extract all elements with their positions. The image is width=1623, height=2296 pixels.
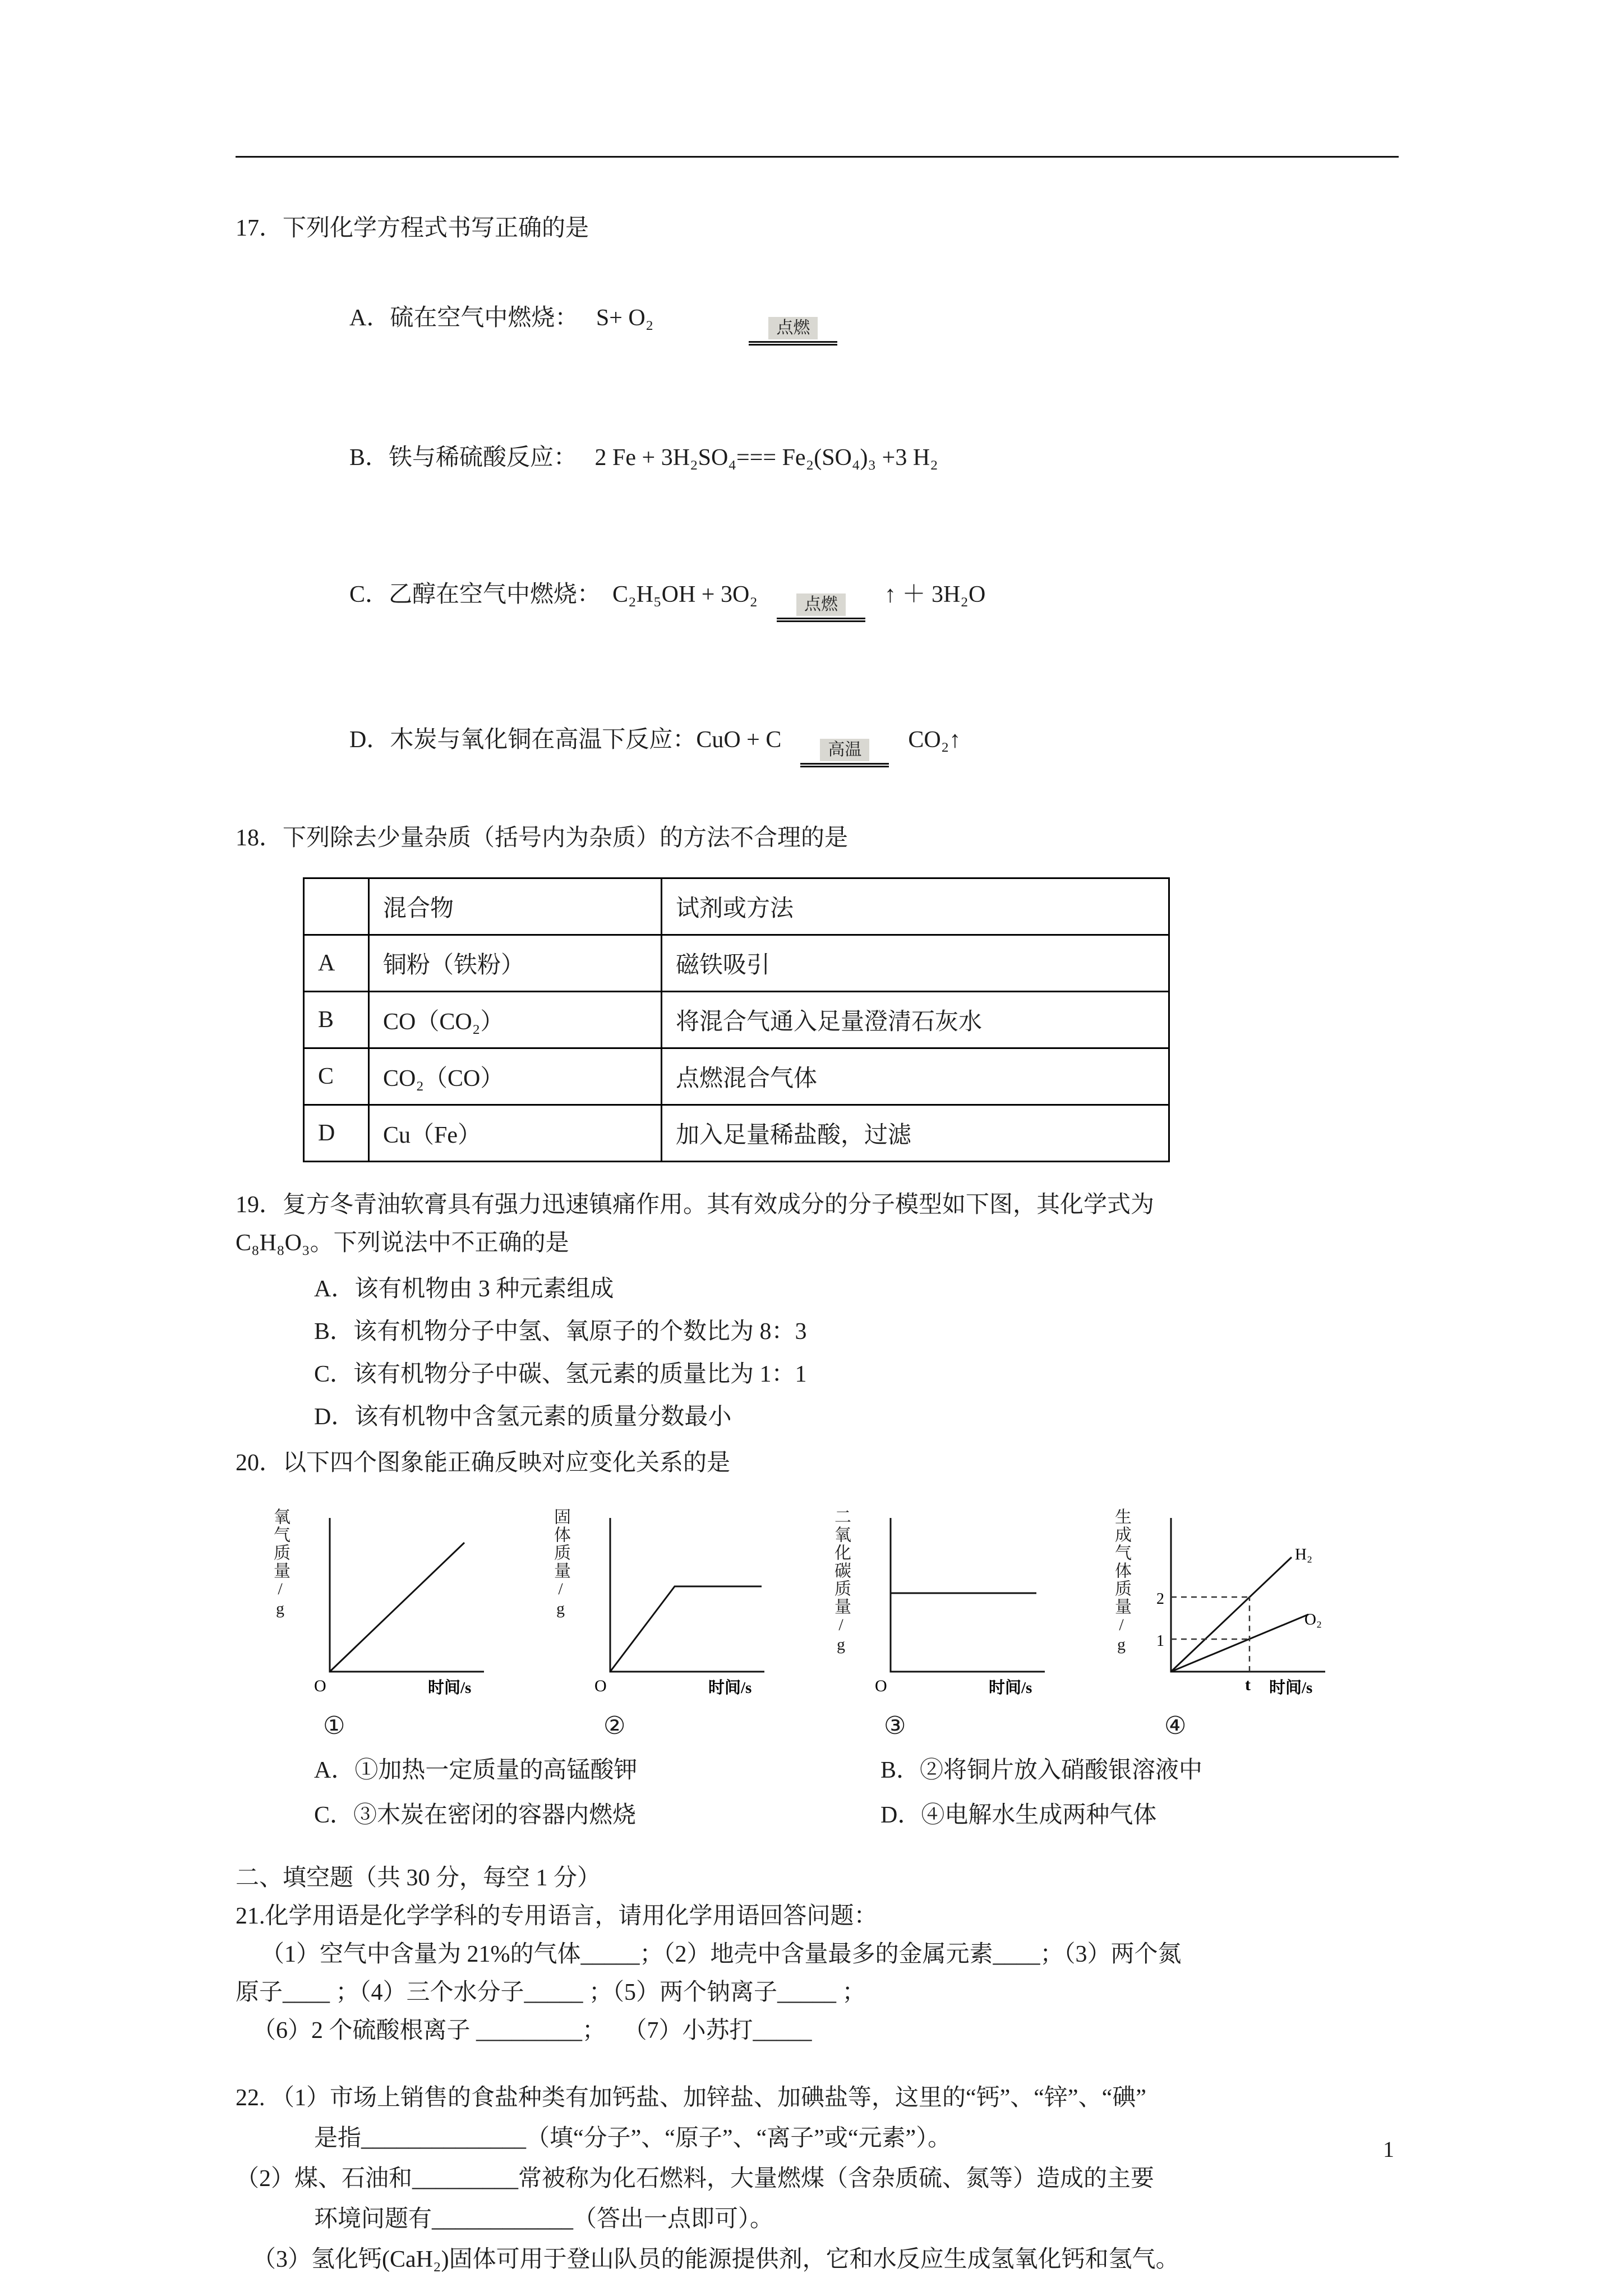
t-label: t [1245,1676,1251,1694]
header-cell-method: 试剂或方法 [662,878,1169,935]
cell-method: 加入足量稀盐酸，过滤 [662,1105,1169,1162]
table-row [304,1048,1169,1105]
q20-stem: 20．以下四个图象能正确反映对应变化关系的是 [236,1450,731,1476]
q22-line5: （3）氢化钙(CaH₂)固体可用于登山队员的能源提供剂，它和水反应生成氢氧化钙和氢气。 [252,2247,1179,2272]
cell-letter: A [304,935,369,992]
q17-stem: 17．下列化学方程式书写正确的是 [236,215,589,241]
graph2-y-axis-label: 固体质量/g [551,1508,570,1619]
condition-label: 点燃 [768,317,818,339]
q21-line1: 21.化学用语是化学学科的专用语言，请用化学用语回答问题： [236,1903,878,1929]
header-cell-mixture: 混合物 [369,878,662,935]
cell-mixture: 铜粉（铁粉） [369,935,662,992]
x-axis-label: 时间/s [989,1679,1032,1697]
q17-option-c-text: C．乙醇在空气中燃烧： C₂H₅OH + 3O₂ [349,582,758,608]
q17-option-d [314,683,1399,806]
q19-option-d: D．该有机物中含氢元素的质量分数最小 [314,1404,732,1430]
graph4-number: ④ [1164,1711,1187,1740]
graph3-plot [851,1508,1053,1701]
cell-letter: B [304,992,369,1048]
graph4-y-axis-label: 生成气体质量/g [1112,1508,1131,1655]
q20-graphs [269,1508,1399,1701]
cell-mixture: CO（CO₂） [369,992,662,1048]
table-row [304,935,1169,992]
q17-option-b [314,401,1399,515]
q17-option-d-text: D．木炭与氧化铜在高温下反应：CuO + C [349,727,782,753]
condition-bar [777,618,865,622]
question-22 [236,2078,1399,2280]
y-tick-2: 2 [1156,1590,1164,1608]
q19-stem-line1: 19．复方冬青油软膏具有强力迅速镇痛作用。其有效成分的分子模型如下图，其化学式为 [236,1192,1155,1218]
question-20 [236,1444,1399,1830]
q17-option-d-products: CO₂↑ [908,727,961,753]
q18-stem: 18．下列除去少量杂质（括号内为杂质）的方法不合理的是 [236,825,849,851]
question-21 [236,1897,1399,2050]
reaction-condition-heat [800,739,889,767]
q19-option-b: B．该有机物分子中氢、氧原子的个数比为 8：3 [314,1319,807,1345]
q17-option-c [314,537,1399,660]
reaction-condition-ignite [749,317,837,346]
q21-line4: （6）2 个硫酸根离子 _________； （7）小苏打_____ [252,2018,812,2044]
q22-line1: 22. （1）市场上销售的食盐种类有加钙盐、加锌盐、加碘盐等，这里的“钙”、“锌”、“碘” [236,2085,1146,2111]
header-cell-blank [304,878,369,935]
q20-option-c: C．③木炭在密闭的容器内燃烧 [314,1802,637,1828]
top-rule [236,156,1399,158]
condition-bar [800,763,889,767]
condition-label: 点燃 [796,593,846,616]
o2-series-label: O₂ [1304,1611,1322,1628]
curve-rise-then-plateau [610,1586,762,1672]
page-number: 1 [1383,2137,1394,2162]
cell-method: 磁铁吸引 [662,935,1169,992]
cell-mixture: Cu（Fe） [369,1105,662,1162]
table-row [304,992,1169,1048]
q18-table [303,877,1170,1162]
graph-co2-mass [830,1508,1054,1701]
q21-line3: 原子____ ；（4）三个水分子_____ ；（5）两个钠离子_____ ； [236,1980,866,2005]
cell-mixture: CO₂（CO） [369,1048,662,1105]
y-tick-1: 1 [1156,1632,1164,1650]
graph3-number: ③ [884,1711,906,1740]
q20-options-row2 [314,1796,1399,1830]
q17-option-c-products: ↑ ＋ 3H₂O [884,582,986,608]
graph-gas-generated [1110,1508,1335,1701]
curve-rising-line [330,1543,464,1672]
curve-o2-line [1171,1614,1308,1672]
axes [891,1518,1045,1672]
cell-method: 将混合气通入足量澄清石灰水 [662,992,1169,1048]
graph2-plot [571,1508,773,1701]
q20-option-d: D．④电解水生成两种气体 [880,1802,1157,1828]
q21-line2: （1）空气中含量为 21%的气体_____；（2）地壳中含量最多的金属元素____；（3）两个氮 [261,1941,1182,1967]
graph-oxygen-mass [269,1508,494,1701]
q22-line4: 环境问题有____________（答出一点即可）。 [314,2206,774,2232]
condition-bar [749,341,837,346]
q17-option-a-text: A．硫在空气中燃烧： S+ O₂ [349,305,654,331]
graph1-number: ① [323,1711,345,1740]
origin-label: O [594,1677,607,1695]
graph-numbers [269,1711,1399,1740]
graph3-y-axis-label: 二氧化碳质量/g [832,1508,850,1655]
cell-letter: C [304,1048,369,1105]
cell-letter: D [304,1105,369,1162]
q22-line2: 是指______________（填“分子”、“原子”、“离子”或“元素”）。 [314,2125,952,2151]
cell-method: 点燃混合气体 [662,1048,1169,1105]
h2-series-label: H₂ [1295,1545,1313,1563]
condition-label: 高温 [820,739,869,761]
question-18 [236,819,1399,1162]
graph-solid-mass [550,1508,774,1701]
q17-option-a [314,261,1399,384]
q22-line3: （2）煤、石油和_________常被称为化石燃料，大量燃煤（含杂质硫、氮等）造成的主要 [236,2166,1155,2192]
graph2-number: ② [603,1711,626,1740]
q19-option-a: A．该有机物由 3 种元素组成 [314,1276,614,1302]
origin-label: O [314,1677,326,1695]
q19-stem-line2: C₈H₈O₃。下列说法中不正确的是 [236,1230,569,1256]
q19-option-c: C．该有机物分子中碳、氢元素的质量比为 1：1 [314,1361,807,1387]
table-header-row [304,878,1169,935]
q17-option-b-text: B．铁与稀硫酸反应： 2 Fe + 3H₂SO₄=== Fe₂(SO₄)₃ +3 H₂ [349,445,938,471]
question-19 [236,1186,1399,1436]
x-axis-label: 时间/s [428,1679,472,1697]
graph1-plot [291,1508,492,1701]
q20-option-a: A．①加热一定质量的高锰酸钾 [314,1757,638,1783]
table-row [304,1105,1169,1162]
question-17 [236,209,1399,806]
origin-label: O [875,1677,887,1695]
q20-option-b: B．②将铜片放入硝酸银溶液中 [880,1757,1203,1783]
x-axis-label: 时间/s [708,1679,752,1697]
curve-h2-line [1171,1557,1292,1672]
axes [610,1518,764,1672]
graph1-y-axis-label: 氧气质量/g [271,1508,289,1619]
q20-options-row1 [314,1751,1399,1785]
reaction-condition-ignite [777,593,865,622]
graph4-plot [1132,1508,1334,1701]
x-axis-label: 时间/s [1269,1679,1313,1697]
section2-heading: 二、填空题（共 30 分，每空 1 分） [236,1865,601,1891]
